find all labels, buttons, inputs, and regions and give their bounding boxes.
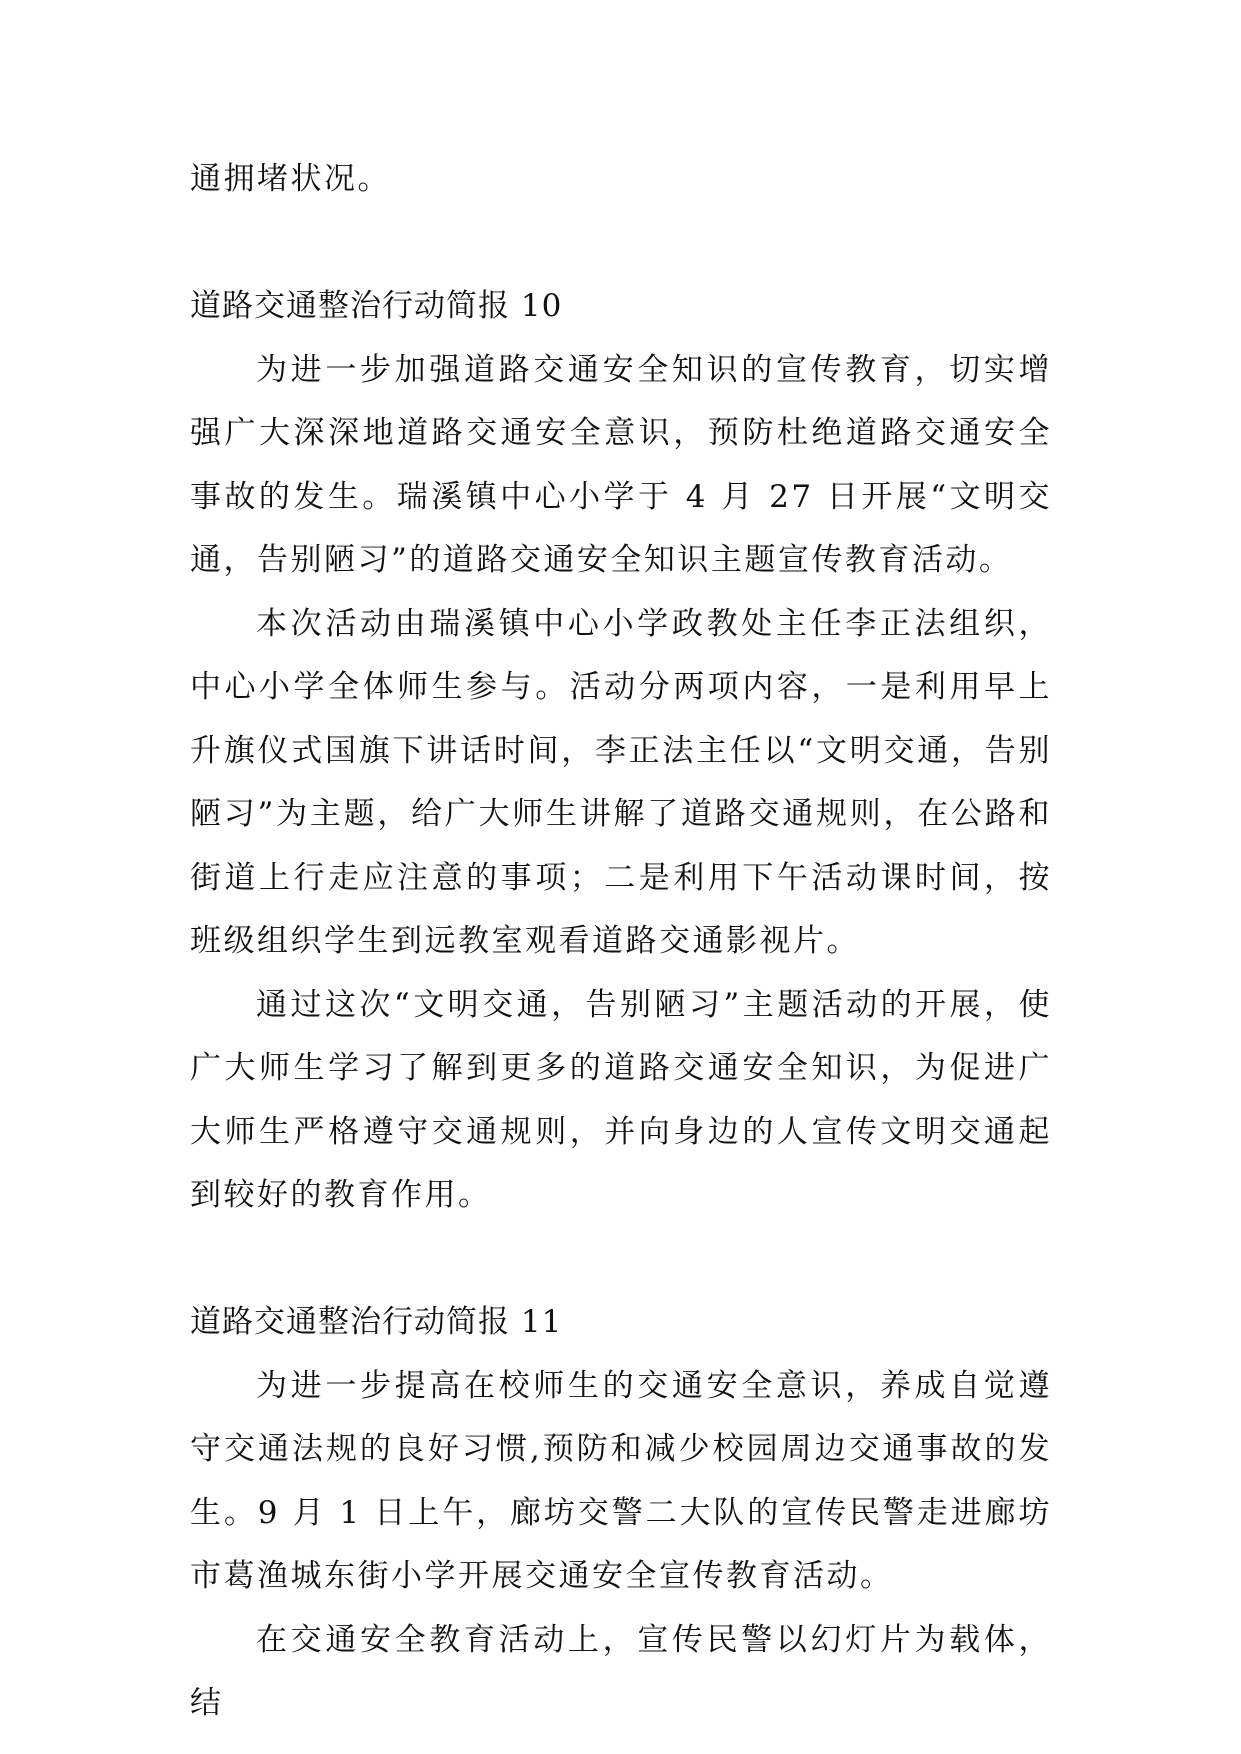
- document-page: [190, 148, 1052, 1736]
- paragraph: 为进一步提高在校师生的交通安全意识，养成自觉遵守交通法规的良好习惯,预防和减少校园周边交通事故的发生。9 月 1 日上午，廊坊交警二大队的宣传民警走进廊坊市葛渔城东街小学开展交通安全宣传教育活动。: [190, 1367, 1052, 1594]
- report-section-11: [190, 1291, 1052, 1736]
- section-heading: 道路交通整治行动简报 10: [190, 288, 563, 324]
- section-gap: [190, 1228, 1052, 1292]
- paragraph: 在交通安全教育活动上，宣传民警以幻灯片为载体，结: [190, 1621, 1052, 1721]
- paragraph: 为进一步加强道路交通安全知识的宣传教育，切实增强广大深深地道路交通安全意识，预防杜绝道路交通安全事故的发生。瑞溪镇中心小学于 4 月 27 日开展“文明交通，告别陋习”的道路交通安全知识主题宣传教育活动。: [190, 351, 1052, 578]
- paragraph: 通过这次“文明交通，告别陋习”主题活动的开展，使广大师生学习了解到更多的道路交通安全知识，为促进广大师生严格遵守交通规则，并向身边的人宣传文明交通起到较好的教育作用。: [190, 986, 1052, 1213]
- lead-fragment: 通拥堵状况。: [190, 161, 391, 197]
- report-section-10: [190, 275, 1052, 1228]
- paragraph: 本次活动由瑞溪镇中心小学政教处主任李正法组织，中心小学全体师生参与。活动分两项内容，一是利用早上升旗仪式国旗下讲话时间，李正法主任以“文明交通，告别陋习”为主题，给广大师生讲解了道路交通规则，在公路和街道上行走应注意的事项；二是利用下午活动课时间，按班级组织学生到远教室观看道路交通影视片。: [190, 605, 1052, 959]
- section-heading: 道路交通整治行动简报 11: [190, 1304, 563, 1340]
- section-gap: [190, 212, 1052, 276]
